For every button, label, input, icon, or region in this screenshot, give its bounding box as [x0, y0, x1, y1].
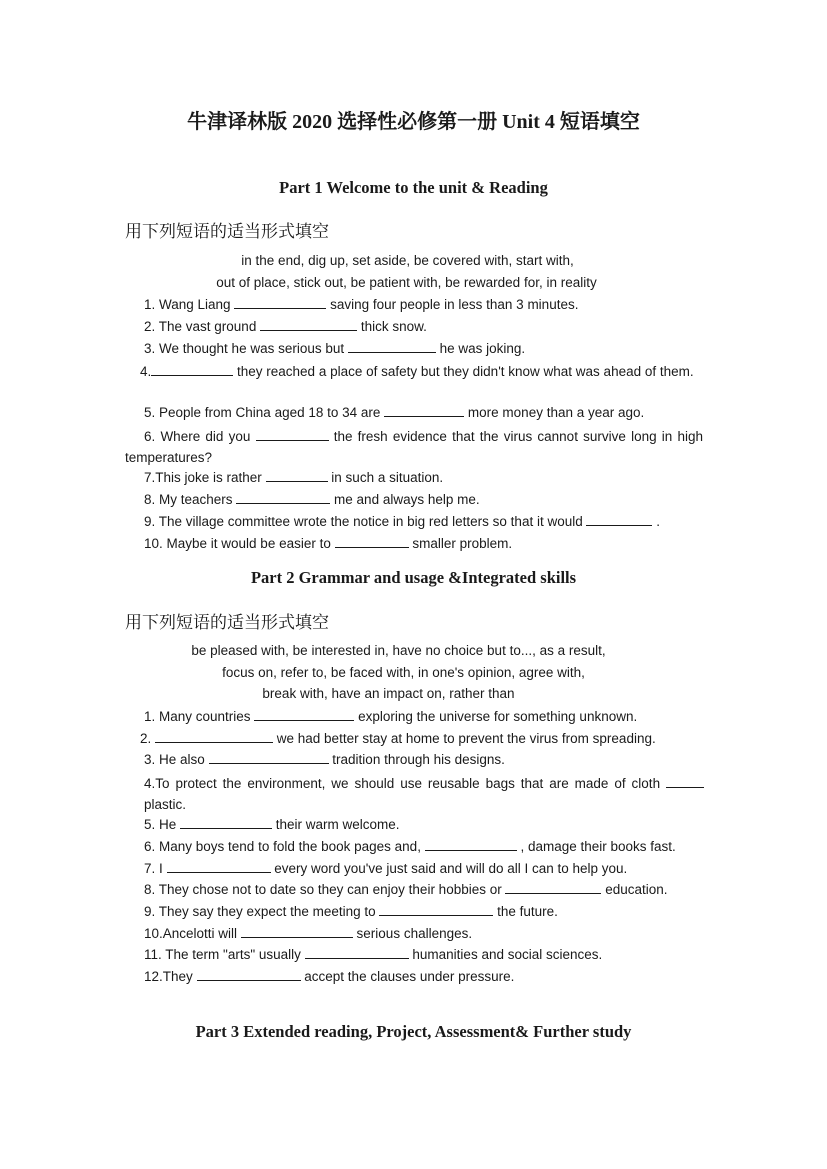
item-text: .	[652, 514, 660, 529]
answer-blank[interactable]	[234, 296, 326, 309]
part1-item-10	[144, 535, 512, 551]
answer-blank[interactable]	[241, 925, 353, 938]
item-text: 8. They chose not to date so they can enjoy their hobbies or	[144, 882, 506, 897]
part2-phrase-line-3: break with, have an impact on, rather than	[262, 686, 515, 701]
item-text: more money than a year ago.	[464, 405, 645, 420]
item-text: their warm welcome.	[272, 817, 400, 832]
part2-item-6	[144, 838, 676, 854]
part1-item-6	[125, 426, 703, 468]
item-text: me and always help me.	[330, 492, 480, 507]
item-text: 2. The vast ground	[144, 319, 261, 334]
part2-item-3	[144, 751, 505, 767]
part2-item-9	[144, 903, 558, 919]
item-text: 1. Many countries	[144, 709, 255, 724]
answer-blank[interactable]	[379, 903, 493, 916]
item-text: 9. They say they expect the meeting to	[144, 904, 380, 919]
answer-blank[interactable]	[155, 730, 273, 743]
answer-blank[interactable]	[505, 881, 601, 894]
item-text: 11. The term "arts" usually	[144, 947, 305, 962]
part1-phrase-line-2: out of place, stick out, be patient with, be rewarded for, in reality	[216, 275, 597, 290]
part1-item-3	[144, 340, 525, 356]
item-text: 6. Where did you	[144, 429, 256, 444]
item-text: accept the clauses under pressure.	[300, 969, 515, 984]
answer-blank[interactable]	[197, 968, 301, 981]
item-text: they reached a place of safety but they didn't know what was ahead of them.	[233, 364, 694, 379]
item-text: plastic.	[144, 797, 187, 812]
answer-blank[interactable]	[236, 491, 330, 504]
item-text: 3. We thought he was serious but	[144, 341, 348, 356]
item-text: 8. My teachers	[144, 492, 237, 507]
part1-item-2	[144, 318, 427, 334]
part1-instruction: 用下列短语的适当形式填空	[125, 222, 329, 241]
item-text: tradition through his designs.	[328, 752, 505, 767]
part1-item-7	[144, 469, 443, 485]
item-text: 2.	[140, 731, 156, 746]
part2-heading: Part 2 Grammar and usage &Integrated skills	[250, 568, 577, 587]
answer-blank[interactable]	[254, 708, 354, 721]
part2-item-12	[144, 968, 514, 984]
item-text: 12.They	[144, 969, 197, 984]
page-title: 牛津译林版 2020 选择性必修第一册 Unit 4 短语填空	[187, 111, 640, 133]
item-text: 9. The village committee wrote the notice in big red letters so that it would	[144, 514, 587, 529]
answer-blank[interactable]	[666, 775, 704, 788]
part2-item-11	[144, 946, 602, 962]
answer-blank[interactable]	[384, 404, 464, 417]
part2-phrase-line-1: be pleased with, be interested in, have no choice but to..., as a result,	[191, 643, 606, 658]
part3-heading: Part 3 Extended reading, Project, Assessment& Further study	[195, 1022, 632, 1041]
answer-blank[interactable]	[335, 535, 409, 548]
part1-heading: Part 1 Welcome to the unit & Reading	[279, 178, 548, 197]
answer-blank[interactable]	[305, 946, 409, 959]
part1-phrase-line-1: in the end, dig up, set aside, be covered with, start with,	[241, 253, 574, 268]
part1-item-4	[125, 361, 703, 382]
part2-instruction: 用下列短语的适当形式填空	[125, 613, 329, 632]
item-text: we had better stay at home to prevent the virus from spreading.	[273, 731, 656, 746]
item-text: 5. People from China aged 18 to 34 are	[144, 405, 385, 420]
answer-blank[interactable]	[209, 751, 329, 764]
item-text: 1. Wang Liang	[144, 297, 235, 312]
part2-item-7	[144, 860, 627, 876]
item-text: 3. He also	[144, 752, 209, 767]
answer-blank[interactable]	[180, 816, 272, 829]
part1-item-9	[144, 513, 660, 529]
item-text: thick snow.	[357, 319, 427, 334]
item-text: he was joking.	[435, 341, 526, 356]
item-text: 5. He	[144, 817, 181, 832]
item-text: in such a situation.	[327, 470, 444, 485]
item-text: serious challenges.	[352, 926, 473, 941]
item-text: 7. I	[144, 861, 167, 876]
item-text: saving four people in less than 3 minutes.	[326, 297, 579, 312]
part1-item-8	[144, 491, 480, 507]
item-text: every word you've just said and will do all I can to help you.	[270, 861, 628, 876]
part2-item-2	[140, 730, 656, 746]
item-text: 7.This joke is rather	[144, 470, 266, 485]
answer-blank[interactable]	[256, 428, 329, 441]
part2-item-1	[144, 708, 637, 724]
part1-item-1	[144, 296, 578, 312]
item-text: the fresh evidence that the virus cannot survive long in high temperatures?	[125, 429, 703, 465]
part2-item-5	[144, 816, 400, 832]
item-text: 10. Maybe it would be easier to	[144, 536, 335, 551]
part2-item-8	[144, 881, 668, 897]
part2-item-10	[144, 925, 472, 941]
answer-blank[interactable]	[260, 318, 357, 331]
item-text: smaller problem.	[408, 536, 513, 551]
item-text: , damage their books fast.	[516, 839, 676, 854]
item-text: the future.	[493, 904, 558, 919]
item-text: education.	[601, 882, 668, 897]
part2-item-4	[144, 773, 704, 815]
item-text: humanities and social sciences.	[408, 947, 603, 962]
answer-blank[interactable]	[425, 838, 517, 851]
part1-item-5	[144, 404, 644, 420]
answer-blank[interactable]	[151, 363, 233, 376]
answer-blank[interactable]	[348, 340, 436, 353]
answer-blank[interactable]	[167, 860, 271, 873]
item-text: 4.To protect the environment, we should use reusable bags that are made of cloth	[144, 776, 666, 791]
item-text: 10.Ancelotti will	[144, 926, 241, 941]
part2-phrase-line-2: focus on, refer to, be faced with, in one's opinion, agree with,	[222, 665, 585, 680]
answer-blank[interactable]	[266, 469, 328, 482]
answer-blank[interactable]	[586, 513, 652, 526]
item-text: 6. Many boys tend to fold the book pages and,	[144, 839, 425, 854]
item-text: 4.	[140, 364, 152, 379]
item-text: exploring the universe for something unknown.	[354, 709, 638, 724]
